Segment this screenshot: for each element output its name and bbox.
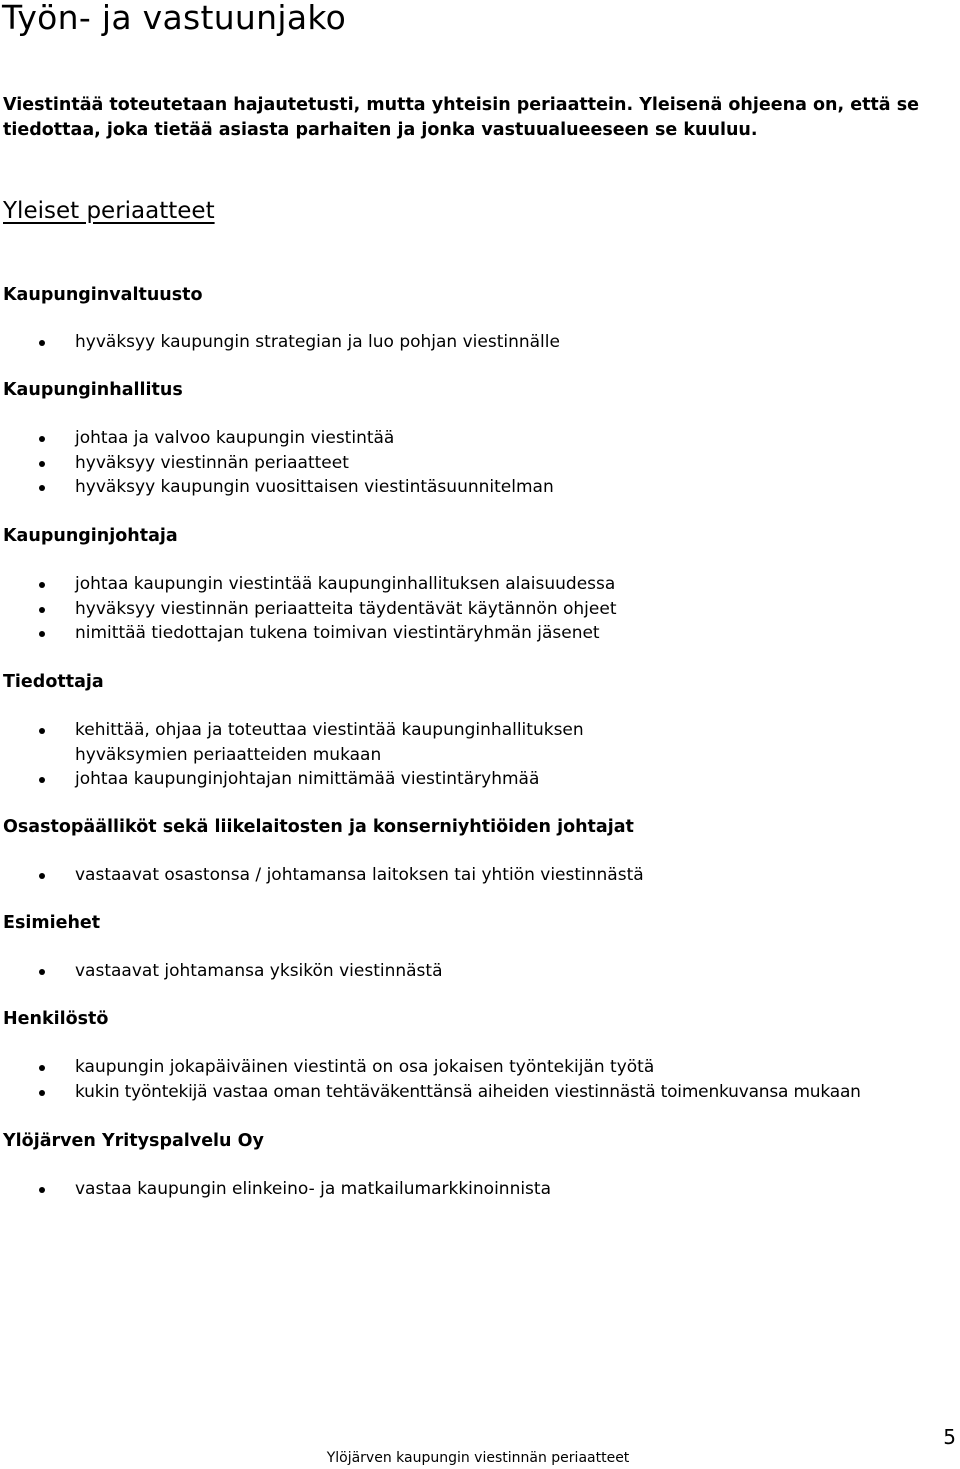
bullet-icon [39,777,45,783]
duty-text: hyväksyy kaupungin strategian ja luo pohjan viestinnälle [75,332,560,352]
duty-item [0,718,675,767]
duty-text: kaupungin jokapäiväinen viestintä on osa jokaisen työntekijän työtä [75,1057,655,1077]
duty-list [0,1177,950,1202]
duty-item [0,451,950,476]
duty-text: hyväksyy viestinnän periaatteita täydentävät käytännön ohjeet [75,598,617,619]
duty-text: johtaa ja valvoo kaupungin viestintää [75,428,395,448]
bullet-icon [39,340,45,346]
page-title: Työn- ja vastuunjako [2,0,347,37]
duty-item [0,597,950,622]
duty-text: kehittää, ohjaa ja toteuttaa viestintää kaupunginhallituksen hyväksymien periaatteiden mukaan [75,720,584,765]
duty-list [0,572,950,646]
duty-text: hyväksyy viestinnän periaatteet [75,452,349,473]
role-heading: Kaupunginjohtaja [3,526,178,546]
duty-item [0,621,950,646]
duty-text: kukin työntekijä vastaa oman tehtäväkenttänsä aiheiden viestinnästä toimenkuvansa mukaan [75,1081,861,1102]
role-heading: Esimiehet [3,913,101,933]
footer-text: Ylöjärven kaupungin viestinnän periaatteet [326,1450,630,1466]
section-heading: Yleiset periaatteet [3,198,215,224]
duty-text: vastaavat osastonsa / johtamansa laitoksen tai yhtiön viestinnästä [75,865,644,885]
role-heading: Henkilöstö [3,1009,109,1029]
duty-list [0,330,950,355]
duty-item [0,330,950,355]
duty-item [0,426,950,451]
duty-text: johtaa kaupungin viestintää kaupunginhallituksen alaisuudessa [75,574,616,594]
bullet-icon [39,582,45,588]
duty-item [0,863,950,888]
role-heading: Ylöjärven Yrityspalvelu Oy [3,1131,264,1151]
bullet-icon [39,436,45,442]
bullet-icon [39,969,45,975]
duty-list [0,959,950,984]
role-heading: Kaupunginvaltuusto [3,285,203,305]
duty-list [0,718,950,792]
duty-text: vastaavat johtamansa yksikön viestinnästä [75,961,443,981]
duty-item [0,572,950,597]
bullet-icon [39,485,45,491]
bullet-icon [39,461,45,467]
duty-item [0,475,950,500]
bullet-icon [39,1187,45,1193]
duty-list [0,1055,950,1104]
duty-item [0,1055,950,1080]
role-heading: Osastopäälliköt sekä liikelaitosten ja konserniyhtiöiden johtajat [3,817,634,837]
duty-list [0,426,950,500]
role-heading: Tiedottaja [3,672,104,692]
bullet-icon [39,631,45,637]
duty-item [0,767,950,792]
page-number: 5 [943,1425,956,1449]
duty-item [0,959,950,984]
role-heading: Kaupunginhallitus [3,380,183,400]
bullet-icon [39,728,45,734]
bullet-icon [39,1065,45,1071]
bullet-icon [39,607,45,613]
intro-paragraph: Viestintää toteutetaan hajautetusti, mutta yhteisin periaattein. Yleisenä ohjeena on, että se tiedottaa, joka tietää asiasta parhaiten ja jonka vastuualueeseen se kuuluu. [3,95,919,140]
duty-item [0,1177,950,1202]
duty-item [0,1080,950,1105]
duty-text: nimittää tiedottajan tukena toimivan viestintäryhmän jäsenet [75,623,600,644]
duty-list [0,863,950,888]
duty-text: johtaa kaupunginjohtajan nimittämää viestintäryhmää [75,769,540,790]
bullet-icon [39,873,45,879]
duty-text: vastaa kaupungin elinkeino- ja matkailumarkkinoinnista [75,1179,551,1199]
bullet-icon [39,1090,45,1096]
duty-text: hyväksyy kaupungin vuosittaisen viestintäsuunnitelman [75,477,554,498]
